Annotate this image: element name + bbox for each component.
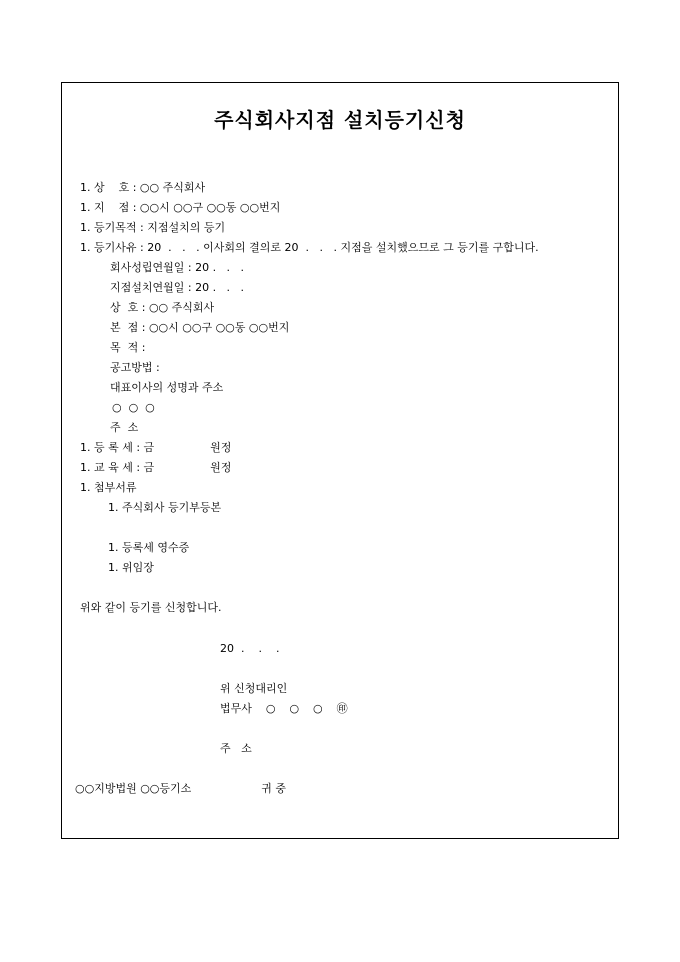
- trade-name-line: 1. 상 호 : ○○ 주식회사: [80, 181, 206, 194]
- registration-tax-line: 1. 등 록 세 : 금 원정: [80, 441, 232, 454]
- recipient-court-line: ○○지방법원 ○○등기소 귀 중: [75, 782, 286, 795]
- company-established-date: 회사성립연월일 : 20 . . .: [110, 261, 245, 274]
- representative-name: ○ ○ ○: [112, 401, 155, 414]
- application-date: 20 . . .: [220, 642, 280, 655]
- attachment-item: 1. 등록세 영수증: [108, 541, 190, 554]
- company-name-line: 상 호 : ○○ 주식회사: [110, 301, 215, 314]
- document-title: 주식회사지점 설치등기신청: [214, 108, 466, 132]
- application-statement: 위와 같이 등기를 신청합니다.: [80, 601, 222, 614]
- attachments-heading: 1. 첨부서류: [80, 481, 137, 494]
- registration-reason-line: 1. 등기사유 : 20 . . . 이사회의 결의로 20 . . . 지점을 설치했으므로 그 등기를 구합니다.: [80, 241, 539, 254]
- registration-purpose-line: 1. 등기목적 : 지점설치의 등기: [80, 221, 226, 234]
- education-tax-line: 1. 교 육 세 : 금 원정: [80, 461, 232, 474]
- branch-established-date: 지점설치연월일 : 20 . . .: [110, 281, 245, 294]
- attachment-item: 1. 위임장: [108, 561, 154, 574]
- head-office-line: 본 점 : ○○시 ○○구 ○○동 ○○번지: [110, 321, 290, 334]
- attachment-item: 1. 주식회사 등기부등본: [108, 501, 222, 514]
- purpose-line: 목 적 :: [110, 341, 146, 354]
- agent-address-line: 주 소: [220, 742, 252, 755]
- representative-name-address-label: 대표이사의 성명과 주소: [110, 381, 224, 394]
- public-notice-method-line: 공고방법 :: [110, 361, 160, 374]
- applicant-agent-label: 위 신청대리인: [220, 682, 288, 695]
- branch-address-line: 1. 지 점 : ○○시 ○○구 ○○동 ○○번지: [80, 201, 281, 214]
- representative-address: 주 소: [110, 421, 139, 434]
- judicial-scrivener-line: 법무사 ○ ○ ○ ㊞: [220, 702, 348, 715]
